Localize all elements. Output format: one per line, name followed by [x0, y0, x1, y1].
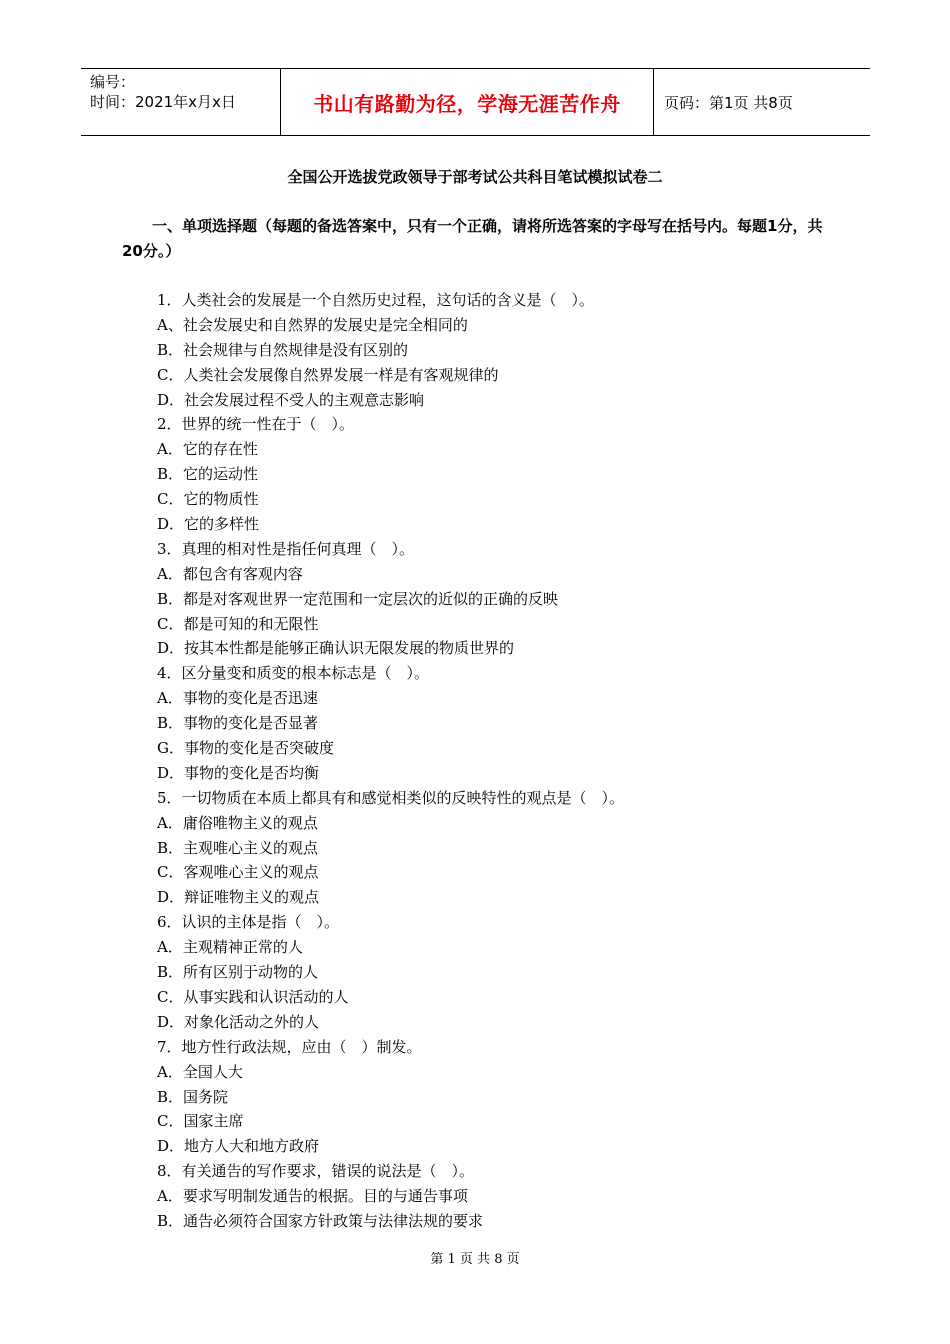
time-label: 时间：2021年x月x日: [90, 93, 236, 111]
question-stem: 1．人类社会的发展是一个自然历史过程，这句话的含义是（ ）。: [157, 291, 595, 309]
question-option: D．对象化活动之外的人: [157, 1012, 320, 1031]
document-title: 全国公开选拔党政领导于部考试公共科目笔试模拟试卷二: [287, 168, 663, 186]
number-label: 编号：: [90, 73, 136, 91]
question-stem: 7．地方性行政法规，应由（ ）制发。: [157, 1037, 422, 1056]
question-option: B．所有区别于动物的人: [157, 963, 319, 982]
question-stem: 4．区分量变和质变的根本标志是（ ）。: [157, 664, 430, 683]
question-option: B．主观唯心主义的观点: [157, 838, 319, 857]
section-heading: 一、单项选择题（每题的备选答案中，只有一个正确，请将所选答案的字母写在括号内。每题1分，共20分。）: [122, 217, 823, 260]
question-option: C．客观唯心主义的观点: [157, 863, 319, 882]
question-option: B．它的运动性: [157, 465, 259, 484]
question-option: C．人类社会发展像自然界发展一样是有客观规律的: [157, 365, 499, 384]
question-option: D．事物的变化是否均衡: [157, 763, 320, 782]
question-option: A．都包含有客观内容: [157, 564, 303, 583]
question-option: B．都是对客观世界一定范围和一定层次的近似的正确的反映: [157, 589, 559, 608]
question-option: D．地方人大和地方政府: [157, 1137, 320, 1156]
question-option: D．辩证唯物主义的观点: [157, 888, 320, 907]
question-stem: 2．世界的统一性在于（ ）。: [157, 415, 355, 434]
question-option: B．事物的变化是否显著: [157, 714, 319, 733]
question-option: C．都是可知的和无限性: [157, 614, 319, 633]
question-option: A、社会发展史和自然界的发展史是完全相同的: [157, 315, 468, 334]
question-option: D．它的多样性: [157, 515, 260, 534]
question-option: D．社会发展过程不受人的主观意志影响: [157, 390, 425, 409]
question-option: A．要求写明制发通告的根据。目的与通告事项: [157, 1187, 468, 1206]
page-header: [81, 68, 870, 136]
question-stem: 6．认识的主体是指（ ）。: [157, 913, 340, 932]
question-list: [157, 288, 857, 1234]
question-option: A．它的存在性: [157, 440, 258, 459]
question-option: C．国家主席: [157, 1112, 244, 1131]
question-option: B．国务院: [157, 1087, 229, 1106]
question-stem: 8．有关通告的写作要求，错误的说法是（ ）。: [157, 1162, 475, 1181]
question-option: B．社会规律与自然规律是没有区别的: [157, 340, 409, 359]
question-option: C．它的物质性: [157, 490, 259, 509]
question-option: A．主观精神正常的人: [157, 938, 303, 957]
question-option: C．从事实践和认识活动的人: [157, 987, 349, 1006]
question-option: G．事物的变化是否突破度: [157, 739, 334, 758]
question-stem: 3．真理的相对性是指任何真理（ ）。: [157, 539, 415, 558]
question-option: A．庸俗唯物主义的观点: [157, 813, 318, 832]
question-option: B．通告必须符合国家方针政策与法律法规的要求: [157, 1211, 484, 1230]
header-page-info: 页码：第1页 共8页: [664, 93, 793, 112]
header-meta: [81, 69, 281, 135]
question-option: A．事物的变化是否迅速: [157, 689, 318, 708]
question-stem: 5．一切物质在本质上都具有和感觉相类似的反映特性的观点是（ ）。: [157, 788, 625, 807]
header-slogan: 书山有路勤为径，学海无涯苦作舟: [281, 69, 654, 135]
question-option: A．全国人大: [157, 1062, 243, 1081]
page-footer: 第 1 页 共 8 页: [430, 1252, 520, 1267]
question-option: D．按其本性都是能够正确认识无限发展的物质世界的: [157, 639, 515, 658]
